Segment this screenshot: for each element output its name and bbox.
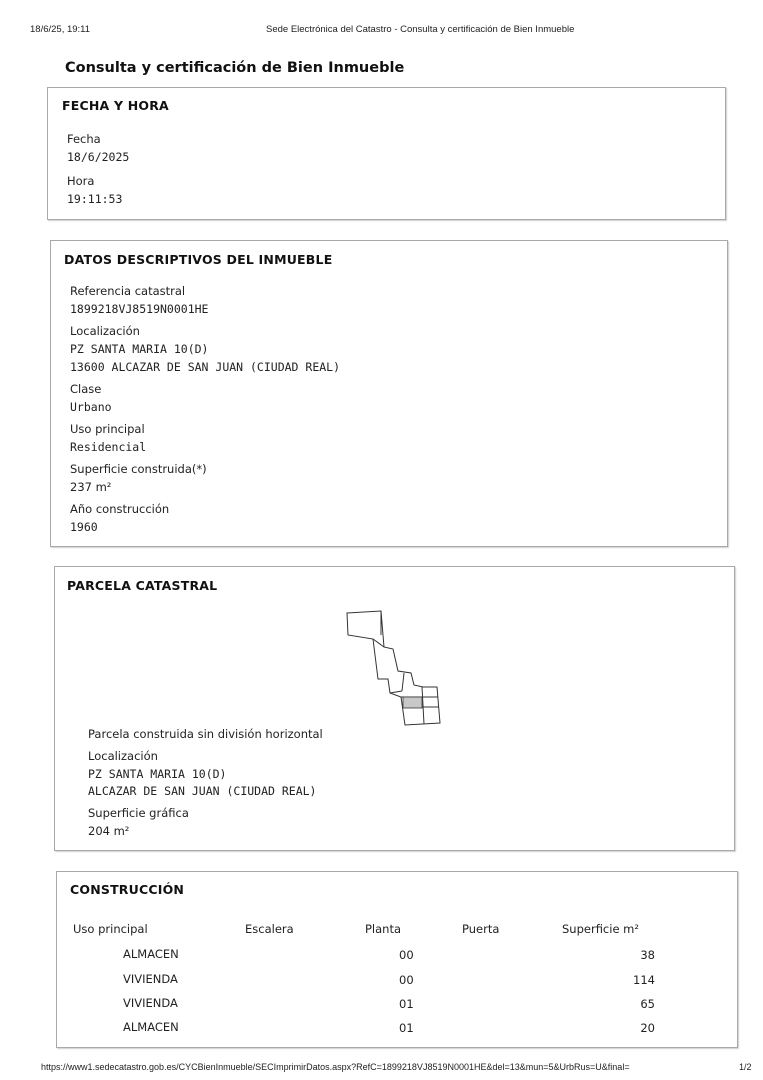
fecha-label: Fecha xyxy=(67,132,101,146)
row-uso: VIVIENDA xyxy=(123,972,178,986)
column-header-superficie: Superficie m² xyxy=(562,922,639,936)
superficie-construida-value: 237 m² xyxy=(70,480,112,494)
superficie-construida-label: Superficie construida(*) xyxy=(70,462,207,476)
print-header-title: Sede Electrónica del Catastro - Consulta y certificación de Bien Inmueble xyxy=(266,24,575,35)
parcel-inner-line xyxy=(373,639,384,647)
clase-value: Urbano xyxy=(70,400,112,414)
parcel-plan-map xyxy=(340,605,450,735)
row-superficie: 20 xyxy=(640,1021,655,1035)
row-uso: ALMACEN xyxy=(123,947,179,961)
row-planta: 01 xyxy=(399,1021,414,1035)
column-header-uso: Uso principal xyxy=(73,922,148,936)
datos-heading: DATOS DESCRIPTIVOS DEL INMUEBLE xyxy=(64,252,333,267)
parcela-heading: PARCELA CATASTRAL xyxy=(67,578,218,593)
fecha-value: 18/6/2025 xyxy=(67,150,130,164)
row-planta: 00 xyxy=(399,973,414,987)
localizacion-line-1: PZ SANTA MARIA 10(D) xyxy=(70,342,209,356)
row-uso: VIVIENDA xyxy=(123,996,178,1010)
row-planta: 00 xyxy=(399,948,414,962)
parcel-outline xyxy=(347,611,440,725)
parcel-inner-line xyxy=(402,673,404,691)
localizacion-label: Localización xyxy=(70,324,140,338)
construccion-heading: CONSTRUCCIÓN xyxy=(70,882,185,897)
fecha-hora-heading: FECHA Y HORA xyxy=(62,98,169,113)
hora-value: 19:11:53 xyxy=(67,192,123,206)
parcel-highlight xyxy=(403,697,422,708)
row-planta: 01 xyxy=(399,997,414,1011)
uso-principal-label: Uso principal xyxy=(70,422,145,436)
parcel-inner-line xyxy=(390,691,402,693)
column-header-puerta: Puerta xyxy=(462,922,500,936)
parcela-localizacion-label: Localización xyxy=(88,749,158,763)
superficie-grafica-value: 204 m² xyxy=(88,824,130,838)
fecha-hora-panel xyxy=(47,87,726,220)
construccion-panel xyxy=(56,871,738,1048)
print-header-datetime: 18/6/25, 19:11 xyxy=(30,24,91,35)
referencia-value: 1899218VJ8519N0001HE xyxy=(70,302,209,316)
uso-principal-value: Residencial xyxy=(70,440,147,454)
column-header-planta: Planta xyxy=(365,922,402,936)
ano-construccion-label: Año construcción xyxy=(70,502,170,516)
localizacion-line-2: 13600 ALCAZAR DE SAN JUAN (CIUDAD REAL) xyxy=(70,360,341,374)
parcela-catastral-panel xyxy=(54,566,735,851)
hora-label: Hora xyxy=(67,174,95,188)
referencia-label: Referencia catastral xyxy=(70,284,186,298)
row-uso: ALMACEN xyxy=(123,1020,179,1034)
row-superficie: 38 xyxy=(640,948,655,962)
superficie-grafica-label: Superficie gráfica xyxy=(88,806,189,820)
datos-descriptivos-panel xyxy=(50,240,728,547)
parcela-localizacion-line-2: ALCAZAR DE SAN JUAN (CIUDAD REAL) xyxy=(88,784,317,798)
page-title: Consulta y certificación de Bien Inmueble xyxy=(65,60,405,76)
parcela-tipo: Parcela construida sin división horizontal xyxy=(88,727,323,741)
parcela-localizacion-line-1: PZ SANTA MARIA 10(D) xyxy=(88,767,227,781)
print-footer-page: 1/2 xyxy=(739,1062,752,1072)
column-header-escalera: Escalera xyxy=(245,922,294,936)
row-superficie: 65 xyxy=(640,997,655,1011)
row-superficie: 114 xyxy=(633,973,655,987)
print-footer-url: https://www1.sedecatastro.gob.es/CYCBienInmueble/SECImprimirDatos.aspx?RefC=1899218VJ8519N0001HE&del=13&mun=5&UrbRus=U&final= xyxy=(41,1062,630,1072)
clase-label: Clase xyxy=(70,382,102,396)
ano-construccion-value: 1960 xyxy=(70,520,98,534)
